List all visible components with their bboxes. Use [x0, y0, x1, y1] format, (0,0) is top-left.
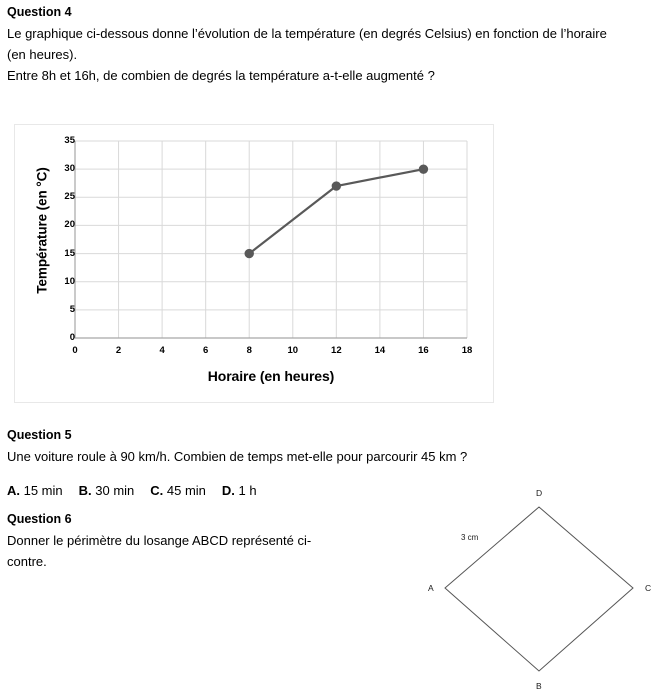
vertex-label-b: B — [536, 681, 542, 691]
choice-label: 15 min — [20, 483, 63, 498]
chart-x-tick-labels — [15, 125, 495, 404]
question-4-heading: Question 4 — [7, 5, 72, 19]
y-tick-label: 35 — [64, 135, 75, 146]
question-5-heading: Question 5 — [7, 428, 72, 442]
question-4-text — [7, 23, 627, 86]
x-tick-label: 0 — [72, 345, 78, 356]
chart-inner — [15, 125, 495, 404]
question-6-text: Donner le périmètre du losange ABCD représenté ci-contre. — [7, 533, 312, 569]
vertex-label-d: D — [536, 488, 543, 498]
x-tick-label: 6 — [203, 345, 209, 356]
question-6-heading: Question 6 — [7, 512, 72, 526]
question-5-text: Une voiture roule à 90 km/h. Combien de temps met-elle pour parcourir 45 km ? — [7, 449, 468, 464]
y-tick-label: 10 — [64, 275, 75, 287]
choice-label: 45 min — [163, 483, 206, 498]
question-5-choice[interactable] — [7, 481, 63, 500]
losange-shape — [410, 480, 662, 696]
question-5-choice[interactable] — [79, 481, 135, 500]
question-6-block — [7, 511, 387, 572]
chart-x-axis-title: Horaire (en heures) — [207, 368, 335, 384]
choice-key: A. — [7, 483, 20, 498]
question-4-line-2: Entre 8h et 16h, de combien de degrés la température a-t-elle augmenté ? — [7, 68, 435, 83]
y-tick-label: 30 — [64, 163, 75, 175]
choice-key: B. — [78, 483, 92, 498]
x-tick-label: 18 — [461, 345, 473, 356]
question-5-choice[interactable] — [150, 481, 206, 500]
x-tick-label: 12 — [331, 345, 342, 356]
x-tick-label: 16 — [418, 345, 429, 356]
temperature-chart — [14, 124, 494, 403]
x-tick-label: 8 — [246, 345, 252, 356]
question-5-choice[interactable] — [222, 481, 257, 500]
losange-figure — [410, 480, 662, 696]
losange-polygon — [445, 507, 633, 671]
choice-label: 1 h — [234, 483, 257, 498]
vertex-label-a: A — [428, 583, 434, 593]
y-tick-label: 20 — [64, 219, 75, 231]
x-tick-label: 2 — [115, 345, 122, 356]
question-4-block — [7, 4, 627, 86]
question-4-line-1: Le graphique ci-dessous donne l’évolution de la température (en degrés Celsius) en fonction de l’horaire (en heures). — [7, 26, 607, 62]
x-tick-label: 10 — [287, 345, 299, 356]
y-tick-label: 5 — [69, 303, 75, 315]
vertex-label-c: C — [645, 583, 652, 593]
y-tick-label: 15 — [64, 247, 75, 259]
x-tick-label: 14 — [374, 345, 386, 356]
side-length-label: 3 cm — [461, 533, 479, 542]
choice-label: 30 min — [91, 483, 135, 498]
x-tick-label: 4 — [159, 345, 165, 356]
y-tick-label: 25 — [64, 191, 75, 203]
choice-key: D. — [221, 483, 235, 498]
choice-key: C. — [150, 483, 164, 498]
y-tick-label: 0 — [69, 332, 75, 343]
chart-y-axis-title: Température (en °C) — [34, 167, 50, 294]
